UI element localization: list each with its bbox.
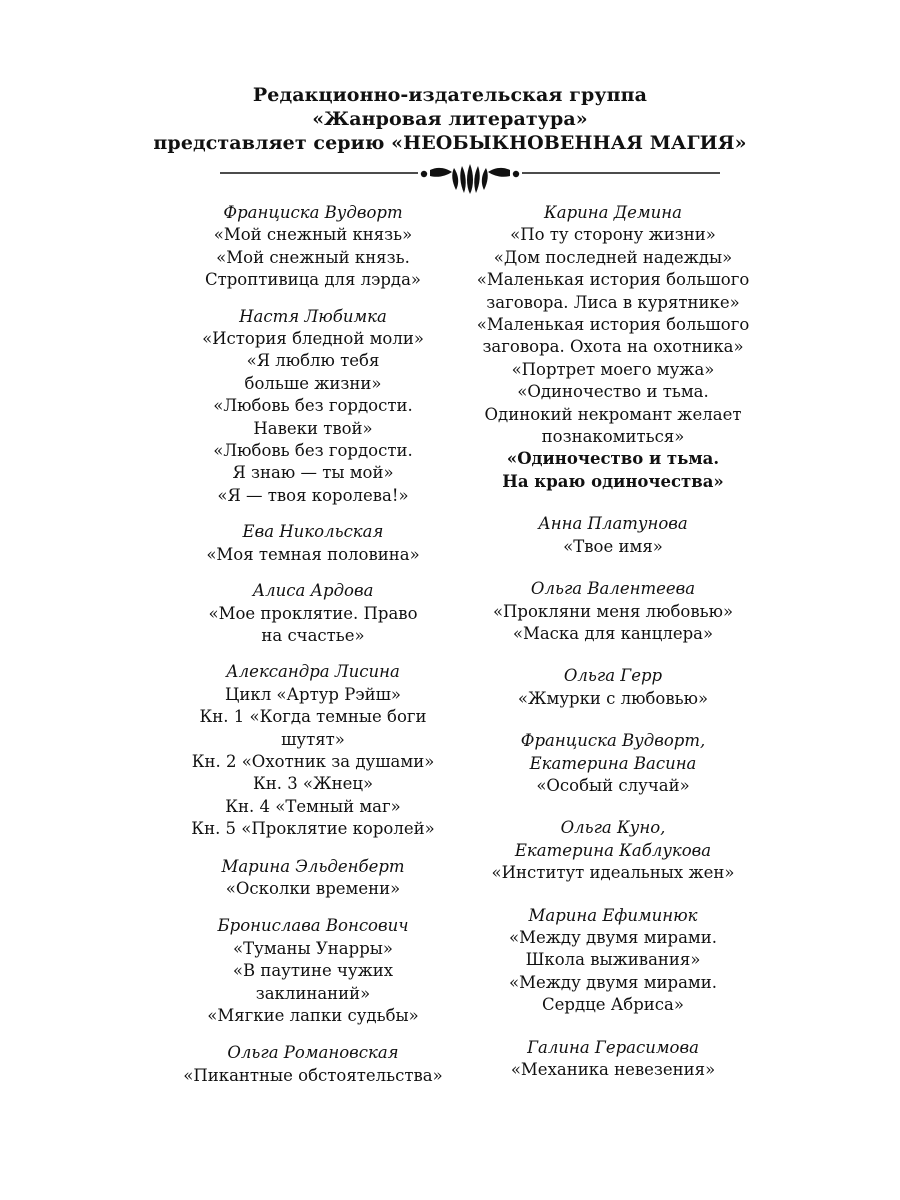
author-name: Ольга Романовская (227, 1043, 399, 1063)
series-line: представляет серию «НЕОБЫКНОВЕННАЯ МАГИЯ» (153, 132, 747, 154)
book-title: Кн. 5 «Проклятие королей» (191, 819, 435, 839)
book-title: «Прокляни меня любовью» (492, 601, 734, 621)
book-title: Кн. 3 «Жнец» (252, 774, 374, 794)
book-title: заговора. Лиса в курятнике» (486, 292, 740, 312)
book-title: Сердце Абриса» (542, 995, 684, 1015)
left-column (143, 202, 483, 1087)
book-title: Кн. 2 «Охотник за душами» (191, 751, 435, 771)
book-entry (443, 665, 783, 710)
book-entry (443, 817, 783, 884)
book-title: «Моя темная половина» (206, 544, 420, 564)
author-name: Екатерина Васина (529, 753, 697, 773)
author-name: Бронислава Вонсович (217, 916, 409, 936)
book-entry (143, 202, 483, 292)
publisher-line: Редакционно-издательская группа (252, 84, 648, 106)
book-entry (143, 1042, 483, 1087)
book-entry (443, 202, 783, 493)
book-title: «Институт идеальных жен» (491, 863, 735, 883)
book-title: Я знаю — ты мой» (232, 463, 394, 483)
book-title: познакомиться» (541, 427, 685, 447)
book-title: «Между двумя мирами. (509, 927, 717, 947)
author-name: Марина Ефиминюк (528, 905, 698, 925)
book-title-new: «Одиночество и тьма. (506, 449, 720, 469)
author-name: Ольга Герр (563, 666, 663, 686)
book-title: «Я люблю тебя (246, 351, 380, 371)
book-title: «История бледной моли» (202, 329, 424, 349)
author-name: Марина Эльденберт (221, 856, 405, 876)
book-title: «В паутине чужих (232, 961, 394, 981)
author-name: Карина Демина (544, 203, 682, 222)
book-title: больше жизни» (244, 373, 382, 393)
book-title: «Жмурки с любовью» (517, 688, 709, 708)
book-title: Кн. 4 «Темный маг» (225, 796, 401, 816)
book-title: «Пикантные обстоятельства» (183, 1065, 443, 1085)
author-name: Ольга Валентеева (530, 579, 696, 599)
book-entry (443, 730, 783, 797)
book-title: Одинокий некромант желает (484, 404, 742, 424)
book-entry (143, 915, 483, 1027)
book-title: «Мой снежный князь» (213, 225, 413, 245)
book-title: «Любовь без гордости. (213, 396, 413, 416)
book-title: «Мой снежный князь. (216, 247, 410, 267)
book-title: «Туманы Унарры» (233, 938, 393, 958)
book-title: Кн. 1 «Когда темные боги (199, 707, 427, 727)
author-name: Алиса Ардова (252, 581, 374, 601)
author-name: Настя Любимка (239, 306, 387, 326)
book-title: «Между двумя мирами. (509, 972, 717, 992)
book-title: «Любовь без гордости. (213, 441, 413, 461)
book-entry (443, 578, 783, 645)
book-title-new: На краю одиночества» (502, 471, 724, 491)
book-title: Цикл «Артур Рэйш» (225, 684, 401, 704)
book-title: «Одиночество и тьма. (517, 382, 709, 402)
imprint-line: «Жанровая литература» (312, 108, 588, 130)
series-header (0, 83, 900, 155)
book-title: «Осколки времени» (225, 878, 401, 898)
author-name: Галина Герасимова (527, 1037, 699, 1057)
book-entry (143, 521, 483, 566)
book-title: «Твое имя» (563, 536, 663, 556)
book-title: «Механика невезения» (510, 1060, 716, 1079)
right-column (443, 202, 783, 1081)
book-title: «Мягкие лапки судьбы» (207, 1006, 419, 1025)
book-entry (143, 306, 483, 508)
author-name: Ева Никольская (242, 522, 384, 542)
book-entry (143, 661, 483, 840)
book-title: «Дом последней надежды» (493, 247, 733, 267)
flourish-divider-icon (220, 160, 720, 194)
book-title: «Я — твоя королева!» (217, 485, 409, 505)
book-title: на счастье» (261, 625, 365, 645)
author-name: Ольга Куно, (560, 818, 666, 838)
book-title: «Маска для канцлера» (512, 623, 714, 643)
book-title: заговора. Охота на охотника» (482, 337, 744, 357)
author-name: Франциска Вудворт, (520, 731, 706, 751)
book-title: «Маленькая история большого (476, 315, 750, 335)
author-name: Александра Лисина (226, 662, 400, 682)
book-entry (443, 513, 783, 558)
book-title: «Маленькая история большого (476, 270, 750, 290)
book-title: Школа выживания» (525, 950, 701, 970)
author-name: Екатерина Каблукова (514, 840, 712, 860)
book-title: «По ту сторону жизни» (510, 225, 716, 245)
book-title: «Портрет моего мужа» (511, 359, 715, 379)
book-title: заклинаний» (255, 983, 371, 1003)
book-title: Строптивица для лэрда» (204, 270, 422, 290)
author-name: Франциска Вудворт (223, 203, 403, 222)
book-entry (443, 905, 783, 1017)
book-entry (143, 856, 483, 901)
book-title: Навеки твой» (253, 418, 373, 438)
book-title: шутят» (281, 729, 345, 749)
book-entry (443, 1037, 783, 1082)
book-title: «Мое проклятие. Право (208, 603, 418, 623)
author-name: Анна Платунова (538, 514, 688, 534)
book-title: «Особый случай» (536, 775, 690, 795)
book-entry (143, 580, 483, 647)
